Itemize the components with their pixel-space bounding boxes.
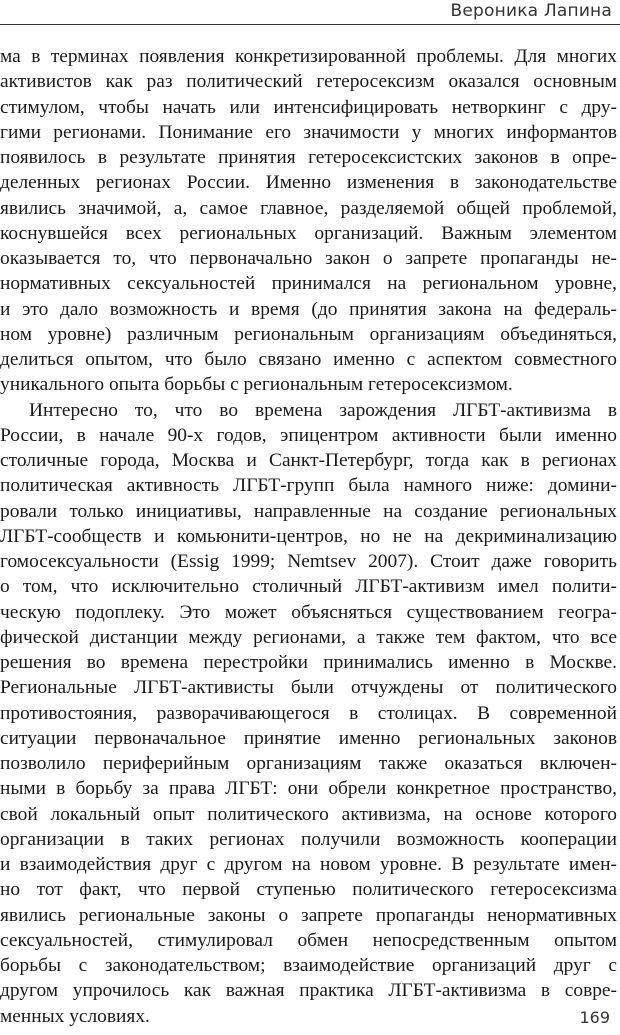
text-line: уникального опыта борьбы с региональным гетеросексизмом. — [0, 374, 513, 396]
header-rule — [0, 24, 620, 25]
text-line: ном уровне) различным региональным организациям объединяться, — [0, 323, 617, 345]
text-line: России, в начале 90-х годов, эпицентром активности были именно — [0, 424, 617, 446]
text-line: менных условиях. — [0, 1005, 150, 1027]
text-line: Интересно то, что во времена зарождения ЛГБТ-активизма в — [29, 399, 617, 421]
text-line: нормативных сексуальностей принимался на региональном уровне, — [0, 273, 617, 295]
text-line: свой локальный опыт политического активизма, на основе которого — [0, 803, 617, 825]
text-line: о том, что исключительно столичный ЛГБТ-активизм имел полити- — [0, 576, 617, 598]
text-line: коснувшейся всех региональных организаций. Важным элементом — [0, 222, 617, 244]
text-line: сексуальностей, стимулировал обмен непосредственным опытом — [0, 929, 617, 951]
paragraph-1 — [0, 44, 617, 398]
text-line: другом упрочилось как важная практика ЛГБТ-активизма в совре- — [0, 980, 617, 1002]
text-line: активистов как раз политический гетеросексизм оказался основным — [0, 71, 617, 93]
text-line: гомосексуальности (Essig 1999; Nemtsev 2007). Стоит даже говорить — [0, 551, 617, 572]
page-number: 169 — [579, 1008, 610, 1027]
text-line: но тот факт, что первой ступенью политического гетеросексизма — [0, 879, 617, 901]
text-line: ровали только инициативы, направленные на создание региональных — [0, 500, 617, 522]
text-line: и это дало возможность и время (до принятия закона на федераль- — [0, 298, 617, 320]
text-line: оказывается то, что первоначально закон о запрете пропаганды не- — [0, 248, 617, 269]
text-line: ситуации первоначальное принятие именно региональных законов — [0, 727, 617, 749]
text-line: стимулом, чтобы начать или интенсифицировать нетворкинг с дру- — [0, 96, 617, 118]
text-line: гими регионами. Понимание его значимости у многих информантов — [0, 121, 617, 143]
text-line: явились региональные законы о запрете пропаганды ненормативных — [0, 904, 617, 926]
text-line: фической дистанции между регионами, а также тем фактом, что все — [0, 626, 617, 648]
text-line: позволило периферийным организациям также оказаться включен- — [0, 753, 617, 774]
page-header — [0, 0, 620, 34]
body-text — [0, 44, 617, 1029]
text-line: борьбы с законодательством; взаимодействие организаций друг с — [0, 955, 617, 976]
text-line: ными в борьбу за права ЛГБТ: они обрели конкретное пространство, — [0, 778, 617, 800]
text-line: появилось в результате принятия гетеросексистских законов в опре- — [0, 147, 617, 168]
text-line: деленных регионах России. Именно изменения в законодательстве — [0, 172, 617, 194]
text-line: явились значимой, а, самое главное, разделяемой общей проблемой, — [0, 197, 617, 219]
text-line: ма в терминах появления конкретизированной проблемы. Для многих — [0, 46, 617, 67]
running-head-author: Вероника Лапина — [450, 1, 612, 21]
text-line: решения во времена перестройки принимались именно в Москве. — [0, 652, 617, 673]
text-line: противостояния, разворачивающегося в столицах. В современной — [0, 702, 617, 724]
text-line: делиться опытом, что было связано именно с аспектом совместного — [0, 349, 617, 370]
text-line: столичные города, Москва и Санкт-Петербург, тогда как в регионах — [0, 450, 617, 471]
text-line: и взаимодействия друг с другом на новом уровне. В результате имен- — [0, 854, 617, 875]
text-line: Региональные ЛГБТ-активисты были отчуждены от политического — [0, 677, 617, 699]
text-line: организации в таких регионах получили возможность кооперации — [0, 828, 617, 850]
text-line: ческую подоплеку. Это может объясняться существованием геогра- — [0, 601, 617, 623]
paragraph-2 — [0, 398, 617, 1029]
text-line: политическая активность ЛГБТ-групп была намного ниже: домини- — [0, 475, 617, 497]
text-line: ЛГБТ-сообществ и комьюнити-центров, но не на декриминализацию — [0, 525, 617, 547]
